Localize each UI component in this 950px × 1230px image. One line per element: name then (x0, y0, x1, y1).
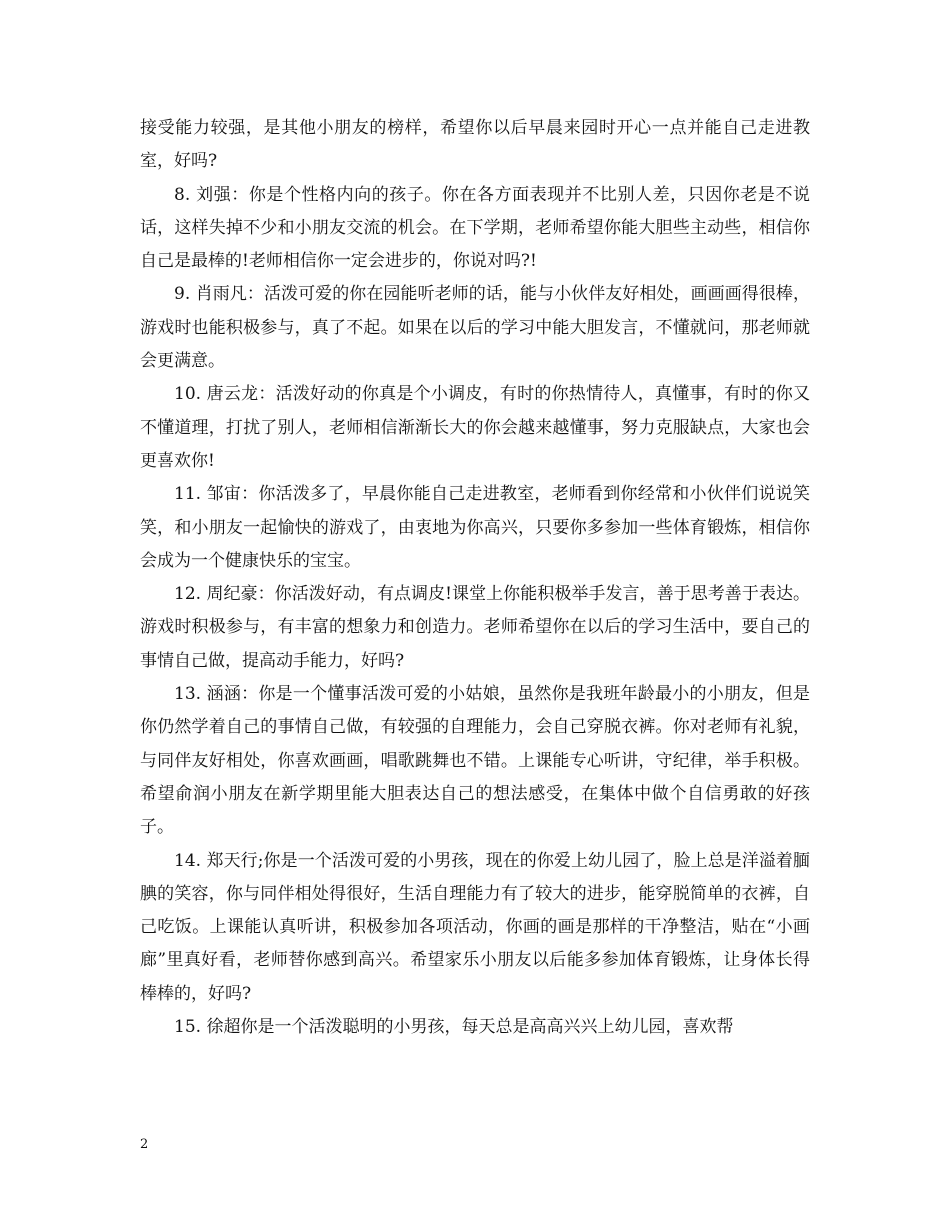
paragraph-item-13: 13. 涵涵：你是一个懂事活泼可爱的小姑娘，虽然你是我班年龄最小的小朋友，但是你仍然学着自己的事情自己做，有较强的自理能力，会自己穿脱衣裤。你对老师有礼貌，与同伴友好相处，你喜欢画画，唱歌跳舞也不错。上课能专心听讲，守纪律，举手积极。希望俞润小朋友在新学期里能大胆表达自己的想法感受，在集体中做个自信勇敢的好孩子。 (140, 684, 810, 838)
paragraph-item-15: 15. 徐超你是一个活泼聪明的小男孩，每天总是高高兴兴上幼儿园，喜欢帮 (174, 1017, 734, 1038)
paragraph-item-11: 11. 邹宙：你活泼多了，早晨你能自己走进教室，老师看到你经常和小伙伴们说说笑笑，和小朋友一起愉快的游戏了，由衷地为你高兴，只要你多参加一些体育锻炼，相信你会成为一个健康快乐的宝宝。 (140, 484, 810, 571)
paragraph-item-12: 12. 周纪豪：你活泼好动，有点调皮!课堂上你能积极举手发言，善于思考善于表达。游戏时积极参与，有丰富的想象力和创造力。老师希望你在以后的学习生活中，要自己的事情自己做，提高动手能力，好吗? (140, 584, 810, 671)
document-body (140, 112, 810, 1044)
paragraph-item-10: 10. 唐云龙：活泼好动的你真是个小调皮，有时的你热情待人，真懂事，有时的你又不懂道理，打扰了别人，老师相信渐渐长大的你会越来越懂事，努力克服缺点，大家也会更喜欢你! (140, 384, 810, 471)
paragraph-item-14: 14. 郑天行;你是一个活泼可爱的小男孩，现在的你爱上幼儿园了，脸上总是洋溢着腼腆的笑容，你与同伴相处得很好，生活自理能力有了较大的进步，能穿脱简单的衣裤，自己吃饭。上课能认真听讲，积极参加各项活动，你画的画是那样的干净整洁，贴在“小画廊”里真好看，老师替你感到高兴。希望家乐小朋友以后能多参加体育锻炼，让身体长得棒棒的，好吗? (140, 850, 810, 1004)
paragraph-continuation: 接受能力较强，是其他小朋友的榜样，希望你以后早晨来园时开心一点并能自己走进教室，好吗? (140, 118, 810, 172)
paragraph-item-9: 9. 肖雨凡：活泼可爱的你在园能听老师的话，能与小伙伴友好相处，画画画得很棒，游戏时也能积极参与，真了不起。如果在以后的学习中能大胆发言，不懂就问，那老师就会更满意。 (140, 284, 810, 372)
paragraph-item-8: 8. 刘强：你是个性格内向的孩子。你在各方面表现并不比别人差，只因你老是不说话，这样失掉不少和小朋友交流的机会。在下学期，老师希望你能大胆些主动些，相信你自己是最棒的!老师相信你一定会进步的，你说对吗?! (140, 184, 810, 272)
page-number: 2 (140, 1137, 149, 1152)
